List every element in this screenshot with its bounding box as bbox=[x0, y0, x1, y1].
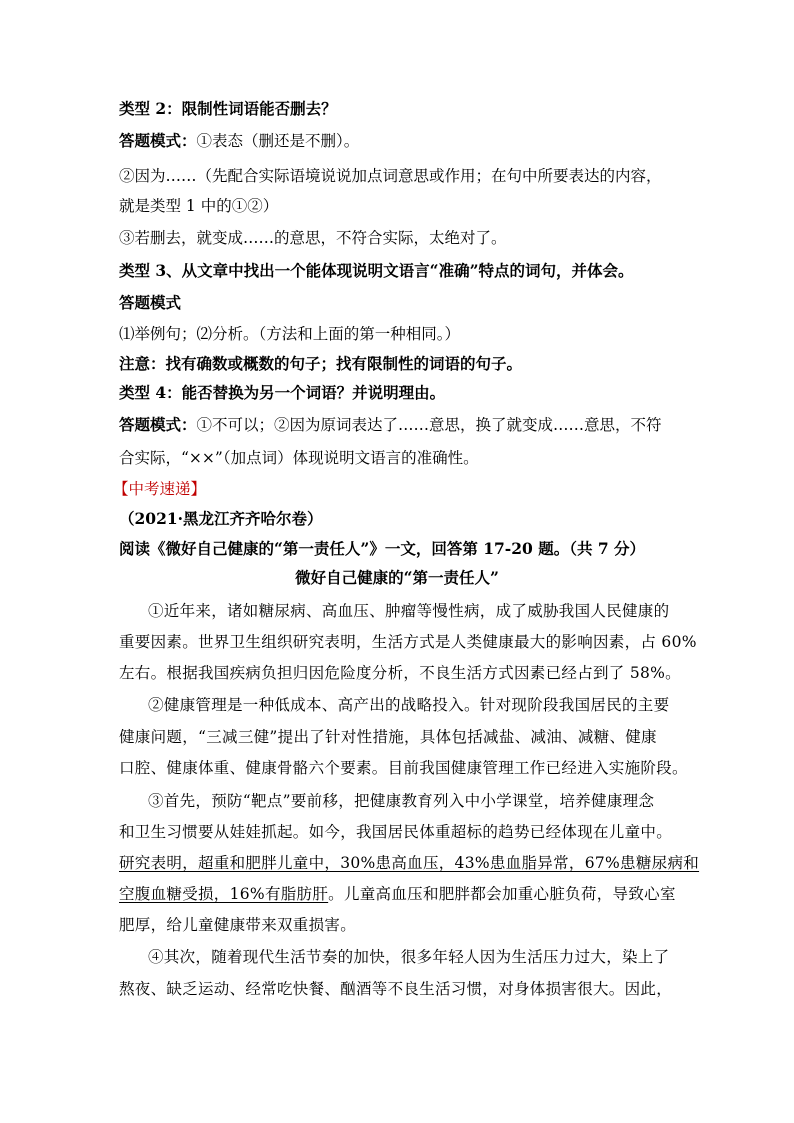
article-para-3-line-3: 研究表明，超重和肥胖儿童中，30%患高血压，43%患血脂异常，67%患糖尿病和 bbox=[119, 854, 700, 872]
answer-mode-label: 答题模式： bbox=[119, 415, 197, 434]
article-para-4-line-1: ④其次，随着现代生活节奏的加快，很多年轻人因为生活压力过大，染上了 bbox=[148, 948, 670, 966]
article-para-3-line-2: 和卫生习惯要从娃娃抓起。如今，我国居民体重超标的趋势已经体现在儿童中。 bbox=[119, 823, 673, 841]
article-para-3-line-1: ③首先，预防“靶点”要前移，把健康教育列入中小学课堂，培养健康理念 bbox=[148, 792, 655, 810]
answer-mode-line-1 bbox=[119, 131, 689, 151]
reading-instruction: 阅读《微好自己健康的“第一责任人”》一文，回答第 17-20 题。（共 7 分） bbox=[119, 539, 646, 558]
text-line-4: 就是类型 1 中的①②） bbox=[119, 197, 279, 215]
article-para-1-line-1: ①近年来，诸如糖尿病、高血压、肿瘤等慢性病，成了威胁我国人民健康的 bbox=[148, 602, 670, 620]
text-line-8: ⑴举例句；⑵分析。（方法和上面的第一种相同。） bbox=[119, 325, 461, 343]
note-line: 注意：找有确数或概数的句子；找有限制性的词语的句子。 bbox=[119, 354, 523, 373]
underlined-sentence: 空腹血糖受损，16%有脂肪肝 bbox=[119, 885, 329, 903]
article-para-3-line-4 bbox=[119, 884, 689, 904]
article-para-4-line-2: 熬夜、缺乏运动、经常吃快餐、酗酒等不良生活习惯，对身体损害很大。因此， bbox=[119, 980, 673, 998]
answer-mode-label: 答题模式： bbox=[119, 131, 197, 150]
heading-type-4: 类型 4：能否替换为另一个词语？并说明理由。 bbox=[119, 383, 446, 402]
section-label-exam: 【中考速递】 bbox=[113, 480, 207, 498]
article-para-3-line-5: 肥厚，给儿童健康带来双重损害。 bbox=[119, 916, 357, 934]
answer-mode-line-2 bbox=[119, 415, 689, 435]
text-line-5: ③若删去，就变成……的意思，不符合实际，太绝对了。 bbox=[119, 229, 507, 247]
article-para-2-line-2: 健康问题，“三减三健”提出了针对性措施，具体包括减盐、减油、减糖、健康 bbox=[119, 728, 657, 746]
answer-mode-heading: 答题模式 bbox=[119, 293, 182, 312]
text-line-12: 合实际，“××”（加点词）体现说明文语言的准确性。 bbox=[119, 449, 479, 467]
article-para-2-line-1: ②健康管理是一种低成本、高产出的战略投入。针对现阶段我国居民的主要 bbox=[148, 696, 670, 714]
article-para-1-line-3: 左右。根据我国疾病负担归因危险度分析，不良生活方式因素已经占到了 58%。 bbox=[119, 664, 681, 682]
exam-source: （2021·黑龙江齐齐哈尔卷） bbox=[119, 509, 323, 528]
answer-mode-text: ①表态（删还是不删）。 bbox=[196, 132, 360, 150]
article-para-2-line-3: 口腔、健康体重、健康骨骼六个要素。目前我国健康管理工作已经进入实施阶段。 bbox=[119, 759, 688, 777]
heading-type-2: 类型 2：限制性词语能否删去？ bbox=[119, 99, 337, 118]
article-para-1-line-2: 重要因素。世界卫生组织研究表明，生活方式是人类健康最大的影响因素，占 60% bbox=[119, 633, 697, 651]
answer-mode-text: ①不可以；②因为原词表达了……意思，换了就变成……意思，不符 bbox=[196, 416, 662, 434]
article-title: 微好自己健康的“第一责任人” bbox=[295, 568, 499, 587]
sentence-rest: 。儿童高血压和肥胖都会加重心脏负荷，导致心室 bbox=[328, 885, 676, 903]
text-line-3: ②因为……（先配合实际语境说说加点词意思或作用；在句中所要表达的内容， bbox=[119, 167, 662, 185]
heading-type-3: 类型 3、从文章中找出一个能体现说明文语言“准确”特点的词句，并体会。 bbox=[119, 261, 634, 280]
